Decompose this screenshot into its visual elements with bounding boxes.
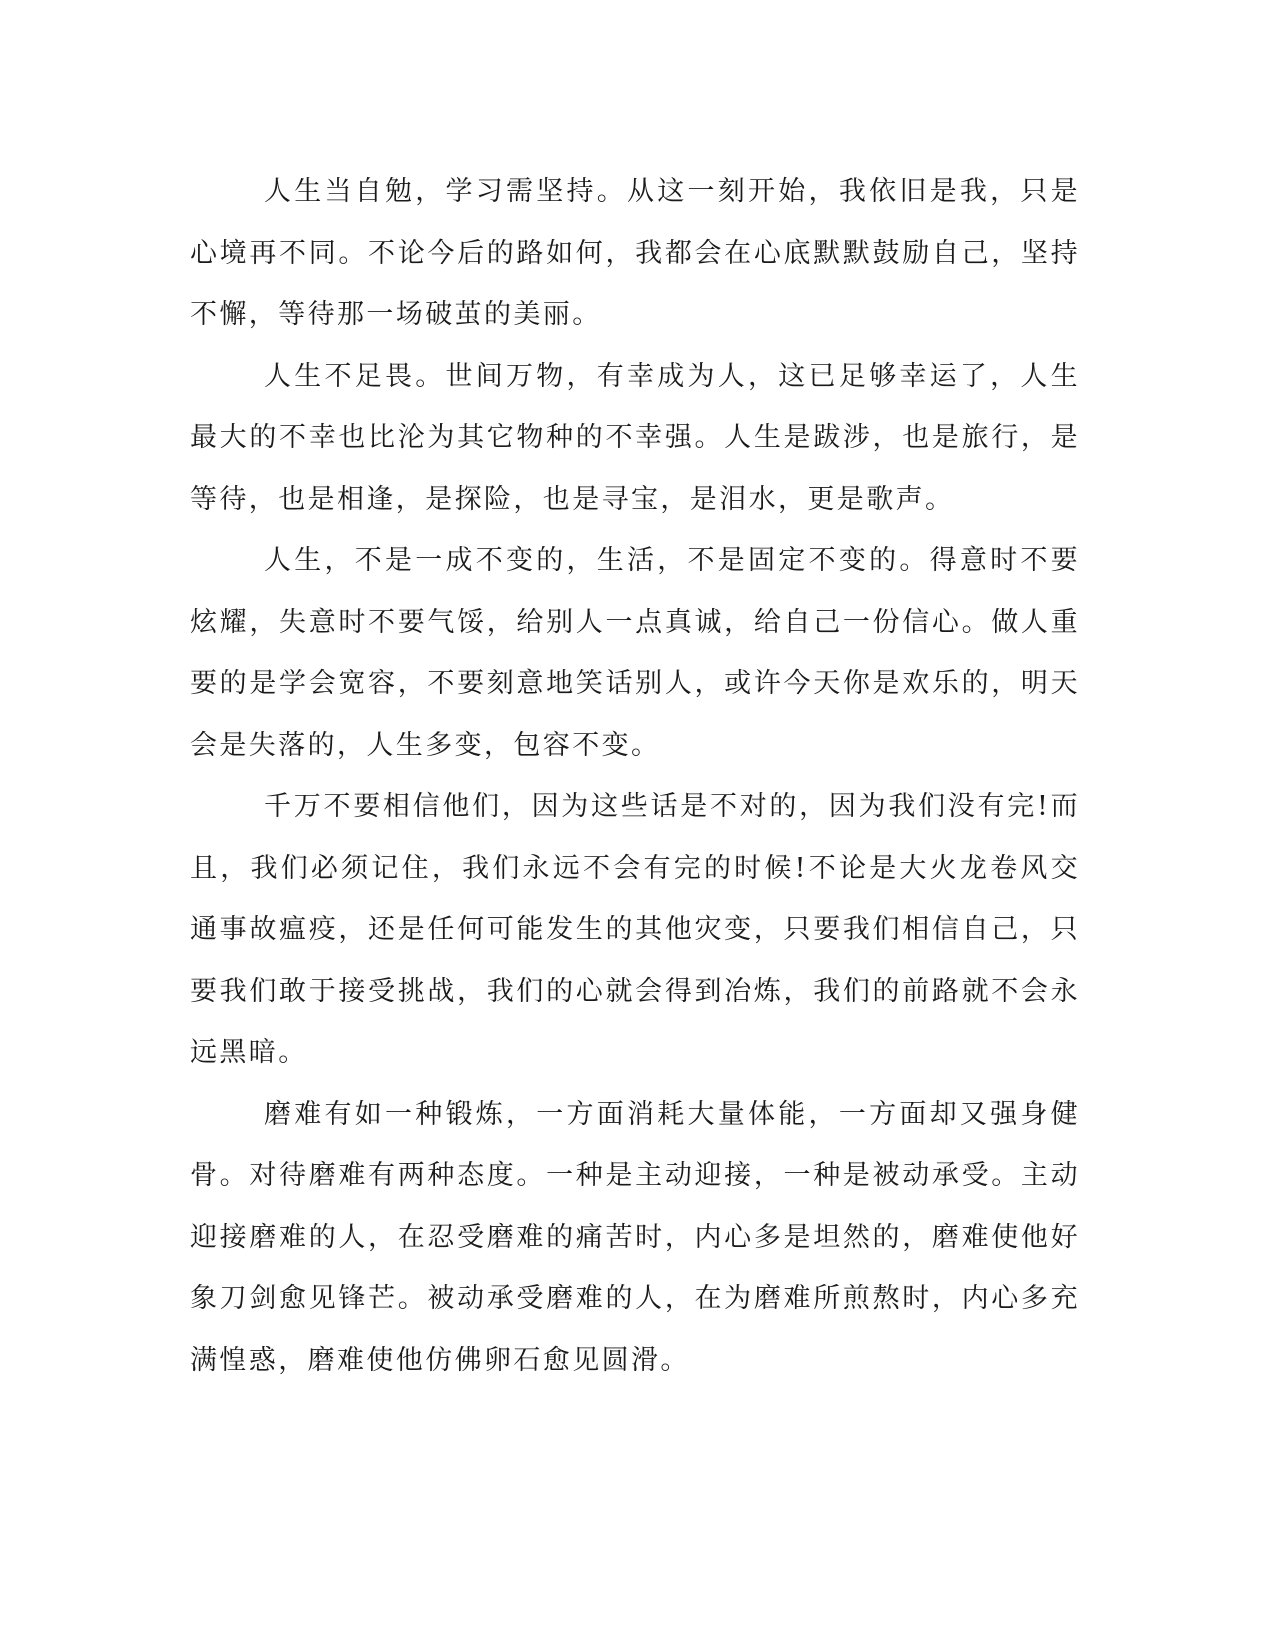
paragraph-2: 人生不足畏。世间万物，有幸成为人，这已足够幸运了，人生最大的不幸也比沦为其它物种的不幸强。人生是跋涉，也是旅行，是等待，也是相逢，是探险，也是寻宝，是泪水，更是歌声。 (190, 360, 1080, 515)
paragraph-4: 千万不要相信他们，因为这些话是不对的，因为我们没有完!而且，我们必须记住，我们永远不会有完的时候!不论是大火龙卷风交通事故瘟疫，还是任何可能发生的其他灾变，只要我们相信自己，只要我们敢于接受挑战，我们的心就会得到冶炼，我们的前路就不会永远黑暗。 (190, 791, 1080, 1068)
paragraph-5: 磨难有如一种锻炼，一方面消耗大量体能，一方面却又强身健骨。对待磨难有两种态度。一种是主动迎接，一种是被动承受。主动迎接磨难的人，在忍受磨难的痛苦时，内心多是坦然的，磨难使他好象刀剑愈见锋芒。被动承受磨难的人，在为磨难所煎熬时，内心多充满惶惑，磨难使他仿佛卵石愈见圆滑。 (190, 1098, 1080, 1376)
document-body (190, 161, 1080, 1391)
paragraph-3: 人生，不是一成不变的，生活，不是固定不变的。得意时不要炫耀，失意时不要气馁，给别人一点真诚，给自己一份信心。做人重要的是学会宽容，不要刻意地笑话别人，或许今天你是欢乐的，明天会是失落的，人生多变，包容不变。 (190, 545, 1080, 761)
paragraph-1: 人生当自勉，学习需坚持。从这一刻开始，我依旧是我，只是心境再不同。不论今后的路如何，我都会在心底默默鼓励自己，坚持不懈，等待那一场破茧的美丽。 (190, 176, 1080, 330)
